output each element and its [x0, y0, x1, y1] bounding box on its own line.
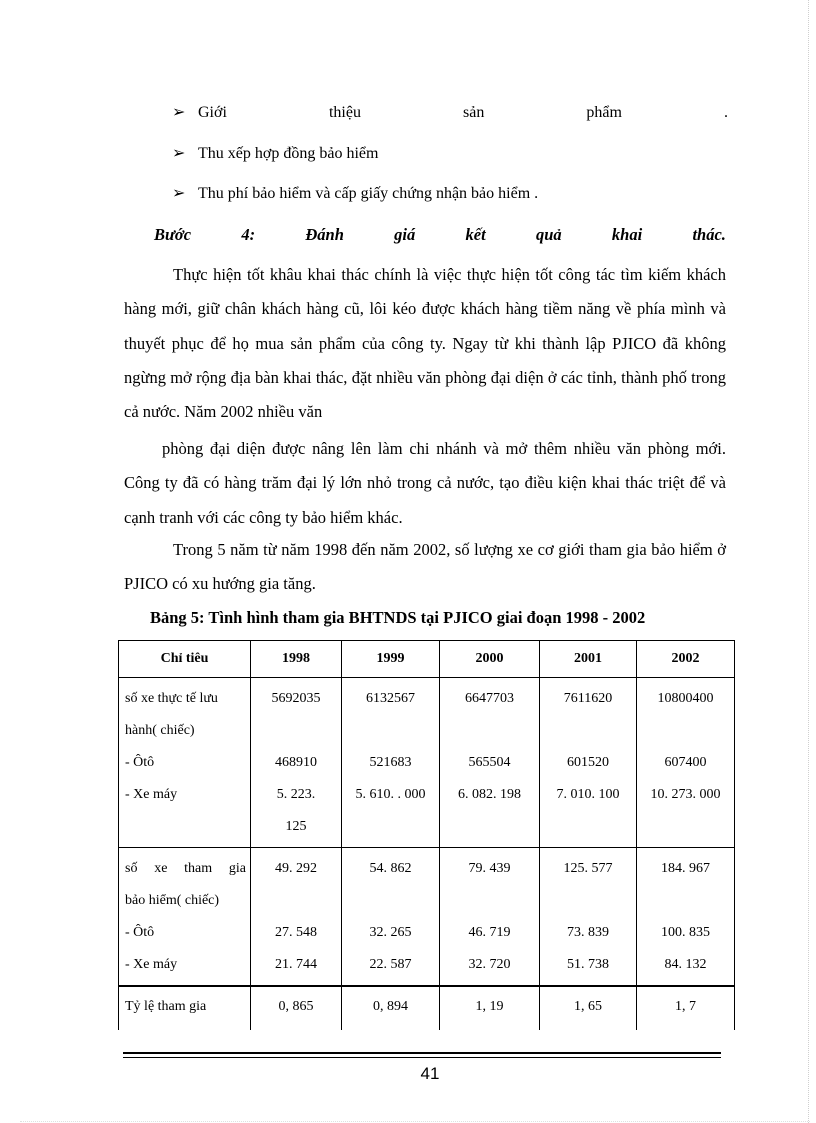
- table-cell: Tỷ lệ tham gia: [119, 986, 251, 1030]
- table-cell: 1, 19: [440, 986, 540, 1030]
- footer-divider: [123, 1052, 721, 1054]
- table-header-cell: 1999: [342, 641, 440, 678]
- table-header-cell: 2000: [440, 641, 540, 678]
- document-page: ➢ Giới thiệu sản phẩm . ➢ Thu xếp hợp đồng bảo hiểm ➢ Thu phí bảo hiểm và cấp giấy chứng nhận bảo hiểm . Bước 4: Đánh giá kết quả khai thác. Thực hiện tốt khâu khai thác chính là việc thực hiện tốt công tác tìm kiếm khách hàng mới, giữ chân khách hàng cũ, lôi kéo được khách hàng tiềm năng về phía mình và thuyết phục để họ mua sản phẩm của công ty. Ngay từ khi thành lập PJICO đã không ngừng mở rộng địa bàn khai thác, đặt nhiều văn phòng đại diện ở các tỉnh, thành phố trong cả nước. Năm 2002 nhiều văn phòng đại diện được nâng lên làm chi nhánh và mở thêm nhiều văn phòng mới. Công ty đã có hàng trăm đại lý lớn nhỏ trong cả nước, tạo điều kiện khai thác triệt để và cạnh tranh với các công ty bảo hiểm khác. Trong 5 năm từ năm 1998 đến năm 2002, số lượng xe cơ giới tham gia bảo hiểm ở PJICO có xu hướng gia tăng. Bảng 5: Tình hình tham gia BHTNDS tại PJICO giai đoạn 1998 - 2002 Chỉ tiêu 1998 1999 2000 2001 2002 số xe thực tế lưu hành( chiếc) - Ôtô - Xe máy 5692035 468910 5. 223. 125 6132567 521683 5. 610. . 000 6647703 565504 6. 082. 198 7611620 601520 7. 010. 100 10800400 607400 10. 273. 000 số xe tham gia bảo hiểm( chiếc) - Ôtô - Xe máy 49. 292 27. 548 21. 744 54. 862 32. 265 22. 587 79. 439 46. 719 32. 720 125. 577 73. 839 51. 738 184. 967 100. 835 84. 132 Tỷ lệ tham gia 0, 865 0, 894 1, 19 1, 65 1, 7 41: [0, 0, 816, 1123]
- table-row-vehicles-circulating: [119, 678, 735, 848]
- table-header-cell: 1998: [251, 641, 342, 678]
- page-number: 41: [420, 1064, 440, 1083]
- table-cell: 184. 967 100. 835 84. 132: [637, 848, 735, 987]
- arrow-bullet-icon: ➢: [172, 185, 186, 202]
- step-4-heading: Bước 4: Đánh giá kết quả khai thác.: [154, 225, 726, 244]
- table-header-row: [119, 641, 735, 678]
- table-cell: 7611620 601520 7. 010. 100: [540, 678, 637, 848]
- bullet-item-1-text: Giới thiệu sản phẩm .: [198, 104, 728, 121]
- table-cell: 49. 292 27. 548 21. 744: [251, 848, 342, 987]
- paragraph-2: phòng đại diện được nâng lên làm chi nhánh và mở thêm nhiều văn phòng mới. Công ty đã có hàng trăm đại lý lớn nhỏ trong cả nước, tạo điều kiện khai thác triệt để và cạnh tranh với các công ty bảo hiểm khác.: [124, 439, 726, 527]
- table-header-cell: Chỉ tiêu: [119, 641, 251, 678]
- arrow-bullet-icon: ➢: [172, 145, 186, 162]
- table-row-vehicles-insured: [119, 848, 735, 987]
- table-cell: 79. 439 46. 719 32. 720: [440, 848, 540, 987]
- footer-divider: [123, 1057, 721, 1058]
- data-table: [118, 640, 735, 1030]
- data-table-container: [118, 640, 735, 1030]
- table-cell: số xe thực tế lưu hành( chiếc) - Ôtô - Xe máy: [119, 678, 251, 848]
- page-edge: [808, 0, 809, 1123]
- table-cell: 54. 862 32. 265 22. 587: [342, 848, 440, 987]
- table-cell: 0, 894: [342, 986, 440, 1030]
- table-cell: 6647703 565504 6. 082. 198: [440, 678, 540, 848]
- paragraph-1: Thực hiện tốt khâu khai thác chính là việc thực hiện tốt công tác tìm kiếm khách hàng mới, giữ chân khách hàng cũ, lôi kéo được khách hàng tiềm năng về phía mình và thuyết phục để họ mua sản phẩm của công ty. Ngay từ khi thành lập PJICO đã không ngừng mở rộng địa bàn khai thác, đặt nhiều văn phòng đại diện ở các tỉnh, thành phố trong cả nước. Năm 2002 nhiều văn: [124, 265, 726, 422]
- table-header-cell: 2001: [540, 641, 637, 678]
- table-cell: 5692035 468910 5. 223. 125: [251, 678, 342, 848]
- table-cell: 6132567 521683 5. 610. . 000: [342, 678, 440, 848]
- table-cell: 125. 577 73. 839 51. 738: [540, 848, 637, 987]
- table-header-cell: 2002: [637, 641, 735, 678]
- table-cell: 0, 865: [251, 986, 342, 1030]
- arrow-bullet-icon: ➢: [172, 104, 186, 121]
- table-cell: 10800400 607400 10. 273. 000: [637, 678, 735, 848]
- table-cell: số xe tham gia bảo hiểm( chiếc) - Ôtô - Xe máy: [119, 848, 251, 987]
- table-caption: Bảng 5: Tình hình tham gia BHTNDS tại PJICO giai đoạn 1998 - 2002: [150, 608, 646, 627]
- table-cell: 1, 65: [540, 986, 637, 1030]
- table-cell: 1, 7: [637, 986, 735, 1030]
- table-row-participation-rate: [119, 986, 735, 1030]
- page-edge: [20, 1121, 810, 1122]
- paragraph-3: Trong 5 năm từ năm 1998 đến năm 2002, số lượng xe cơ giới tham gia bảo hiểm ở PJICO có xu hướng gia tăng.: [124, 540, 726, 594]
- bullet-item-1: [172, 102, 732, 124]
